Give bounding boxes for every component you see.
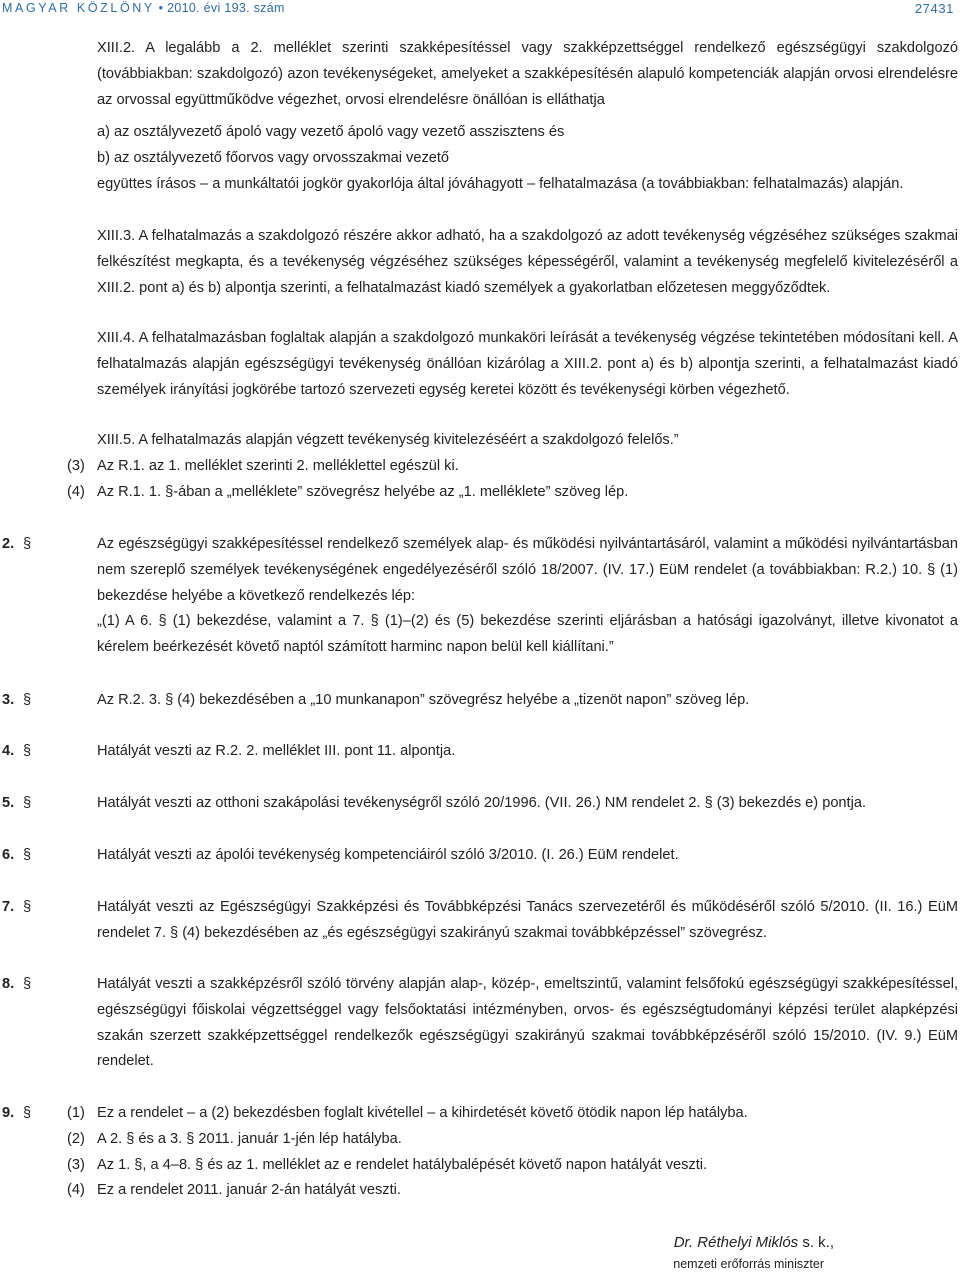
subpoint-number: (3) <box>67 458 85 474</box>
section-sign: § <box>23 1105 32 1121</box>
section-number: 5. <box>2 795 15 811</box>
subpoint-3 <box>67 454 958 480</box>
section-text: Hatályát veszti a szakképzésről szóló törvény alapján alap-, közép-, emeltszintű, valamint felsőfokú egészségügyi szakképesítéssel, egészségügyi főiskolai végzettséggel vagy felsőoktatási intézményben, orvos- és egészségtudományi képzési terület alapképzési szakán szerzett szakképzettséggel rendelkezők egészségügyi szakirányú szakmai továbbképzéséről szóló 15/2010. (IV. 9.) EüM rendelet. <box>97 976 958 1070</box>
section-number: 3. <box>2 692 15 708</box>
section-sign: § <box>23 536 32 552</box>
signatory-name: Dr. Réthelyi Miklós <box>673 1234 799 1251</box>
section-number: 8. <box>2 976 15 992</box>
section-quote: „(1) A 6. § (1) bekezdése, valamint a 7. § (1)–(2) és (5) bekezdése szerinti eljárásban a hatósági igazolványt, illetve kivonatot a kérelem beérkezését követő naptól számított harminc napon belül kell kiállítani.” <box>97 613 958 656</box>
paragraph-xiii4: XIII.4. A felhatalmazásban foglaltak alapján a szakdolgozó munkaköri leírását a tevékenység végzése tekintetében módosítani kell. A felhatalmazás alapján egészségügyi tevékenység önállóan kizárólag a XIII.2. pont a) és b) alpontja szerinti, a felhatalmazást kiadó személyek irányítási jogkörébe tartozó szervezeti egység keretei között és tevékenységi körben végezhető. <box>97 330 958 398</box>
paragraph-xiii5: XIII.5. A felhatalmazás alapján végzett tevékenység kivitelezéséért a szakdolgozó felelős.” <box>97 432 679 448</box>
section-sign: § <box>23 976 32 992</box>
section-text: Az R.2. 3. § (4) bekezdésében a „10 munkanapon” szövegrész helyébe a „tizenöt napon” szöveg lép. <box>97 692 750 708</box>
section-text: Hatályát veszti az ápolói tevékenység kompetenciáiról szóló 3/2010. (I. 26.) EüM rendelet. <box>97 847 679 863</box>
item-text: Ez a rendelet 2011. január 2-án hatályát veszti. <box>97 1182 401 1199</box>
section-5 <box>2 791 958 817</box>
section-sign: § <box>23 795 32 811</box>
subpoint-text: Az R.1. 1. §-ában a „melléklete” szövegrész helyébe az „1. melléklete” szöveg lép. <box>97 484 629 500</box>
item-number: (2) <box>67 1130 85 1147</box>
signature <box>674 1234 834 1251</box>
subpoint-number: (4) <box>67 484 85 500</box>
signatory-title: nemzeti erőforrás miniszter <box>673 1257 824 1271</box>
section-text: Hatályát veszti az R.2. 2. melléklet III. pont 11. alpontja. <box>97 743 456 759</box>
year-issue: 2010. évi 193. szám <box>167 1 285 15</box>
section-sign: § <box>23 847 32 863</box>
section-text: Hatályát veszti az Egészségügyi Szakképzési és Továbbképzési Tanács szervezetéről és működéséről szóló 5/2010. (II. 16.) EüM rendelet 7. § (4) bekezdésében az „és egészségügyi szakirányú szakmai továbbképzéssel” szövegrész. <box>97 899 958 941</box>
section-sign: § <box>23 743 32 759</box>
paragraph-xiii2-c: együttes írásos – a munkáltatói jogkör gyakorlója által jóváhagyott – felhatalmazása (a továbbiakban: felhatalmazás) alapján. <box>97 176 904 192</box>
paragraph-xiii2-b: b) az osztályvezető főorvos vagy orvosszakmai vezető <box>97 150 450 166</box>
section-8 <box>2 972 958 1075</box>
section-number: 9. <box>2 1105 15 1121</box>
paragraph-xiii2: XIII.2. A legalább a 2. melléklet szerinti szakképesítéssel vagy szakképzettséggel rendelkező egészségügyi szakdolgozó (továbbiakban: szakdolgozó) azon tevékenységeket, amelyeket a szakképesítésén alapuló kompetenciák alapján orvosi elrendelésre az orvossal együttműködve végezhet, orvosi elrendelésre önállóan is elláthatja <box>97 40 958 108</box>
section-2 <box>2 532 958 661</box>
item-text: A 2. § és a 3. § 2011. január 1-jén lép hatályba. <box>97 1130 402 1147</box>
subpoint-4 <box>67 480 958 506</box>
paragraph-xiii2-a: a) az osztályvezető ápoló vagy vezető ápoló vagy vezető asszisztens és <box>97 124 565 140</box>
item-number: (1) <box>67 1105 85 1121</box>
page-number: 27431 <box>914 1 954 16</box>
item-text: Az 1. §, a 4–8. § és az 1. melléklet az e rendelet hatálybalépését követő napon hatályát veszti. <box>97 1156 708 1173</box>
section-text: Hatályát veszti az otthoni szakápolási tevékenységről szóló 20/1996. (VII. 26.) NM rendelet 2. § (3) bekezdés e) pontja. <box>97 795 867 811</box>
section-9 <box>2 1101 958 1204</box>
bullet-separator: • <box>158 1 164 15</box>
section-sign: § <box>23 899 32 915</box>
page-header <box>0 0 958 18</box>
section-4 <box>2 739 958 765</box>
section-sign: § <box>23 692 32 708</box>
section9-item-3 <box>2 1153 958 1179</box>
journal-name: MAGYAR KÖZLÖNY <box>2 1 155 15</box>
section-number: 2. <box>2 536 15 552</box>
section-7 <box>2 895 958 947</box>
paragraph-xiii3: XIII.3. A felhatalmazás a szakdolgozó részére akkor adható, ha a szakdolgozó az adott tevékenység végzéséhez szükséges szakmai felkészítést megkapta, és a tevékenység végzéséhez szükséges képességéről, valamint a tevékenység megfelelő kivitelezéséről a XIII.2. pont a) és b) alpontja szerinti, a felhatalmazást kiadó személyek a gyakorlatban előzetesen meggyőződtek. <box>97 228 958 296</box>
section-number: 7. <box>2 899 15 915</box>
section9-item-2 <box>2 1127 958 1153</box>
header-left <box>2 1 285 15</box>
section-3 <box>2 688 958 714</box>
section9-item-4 <box>2 1178 958 1204</box>
section-6 <box>2 843 958 869</box>
signature-suffix: s. k., <box>798 1234 834 1251</box>
item-text: Ez a rendelet – a (2) bekezdésben foglalt kivétellel – a kihirdetését követő ötödik napon lép hatályba. <box>97 1105 748 1121</box>
section9-item-1 <box>2 1101 958 1127</box>
item-number: (4) <box>67 1182 85 1199</box>
section-number: 4. <box>2 743 15 759</box>
subpoint-text: Az R.1. az 1. melléklet szerinti 2. melléklettel egészül ki. <box>97 458 459 474</box>
item-number: (3) <box>67 1156 85 1173</box>
section-text: Az egészségügyi szakképesítéssel rendelkező személyek alap- és működési nyilvántartásáról, valamint a működési nyilvántartásban nem szereplő személyek tevékenységének engedélyezéséről szóló 18/2007. (IV. 17.) EüM rendelet (a továbbiakban: R.2.) 10. § (1) bekezdése helyébe a következő rendelkezés lép: <box>97 536 958 604</box>
section-number: 6. <box>2 847 15 863</box>
